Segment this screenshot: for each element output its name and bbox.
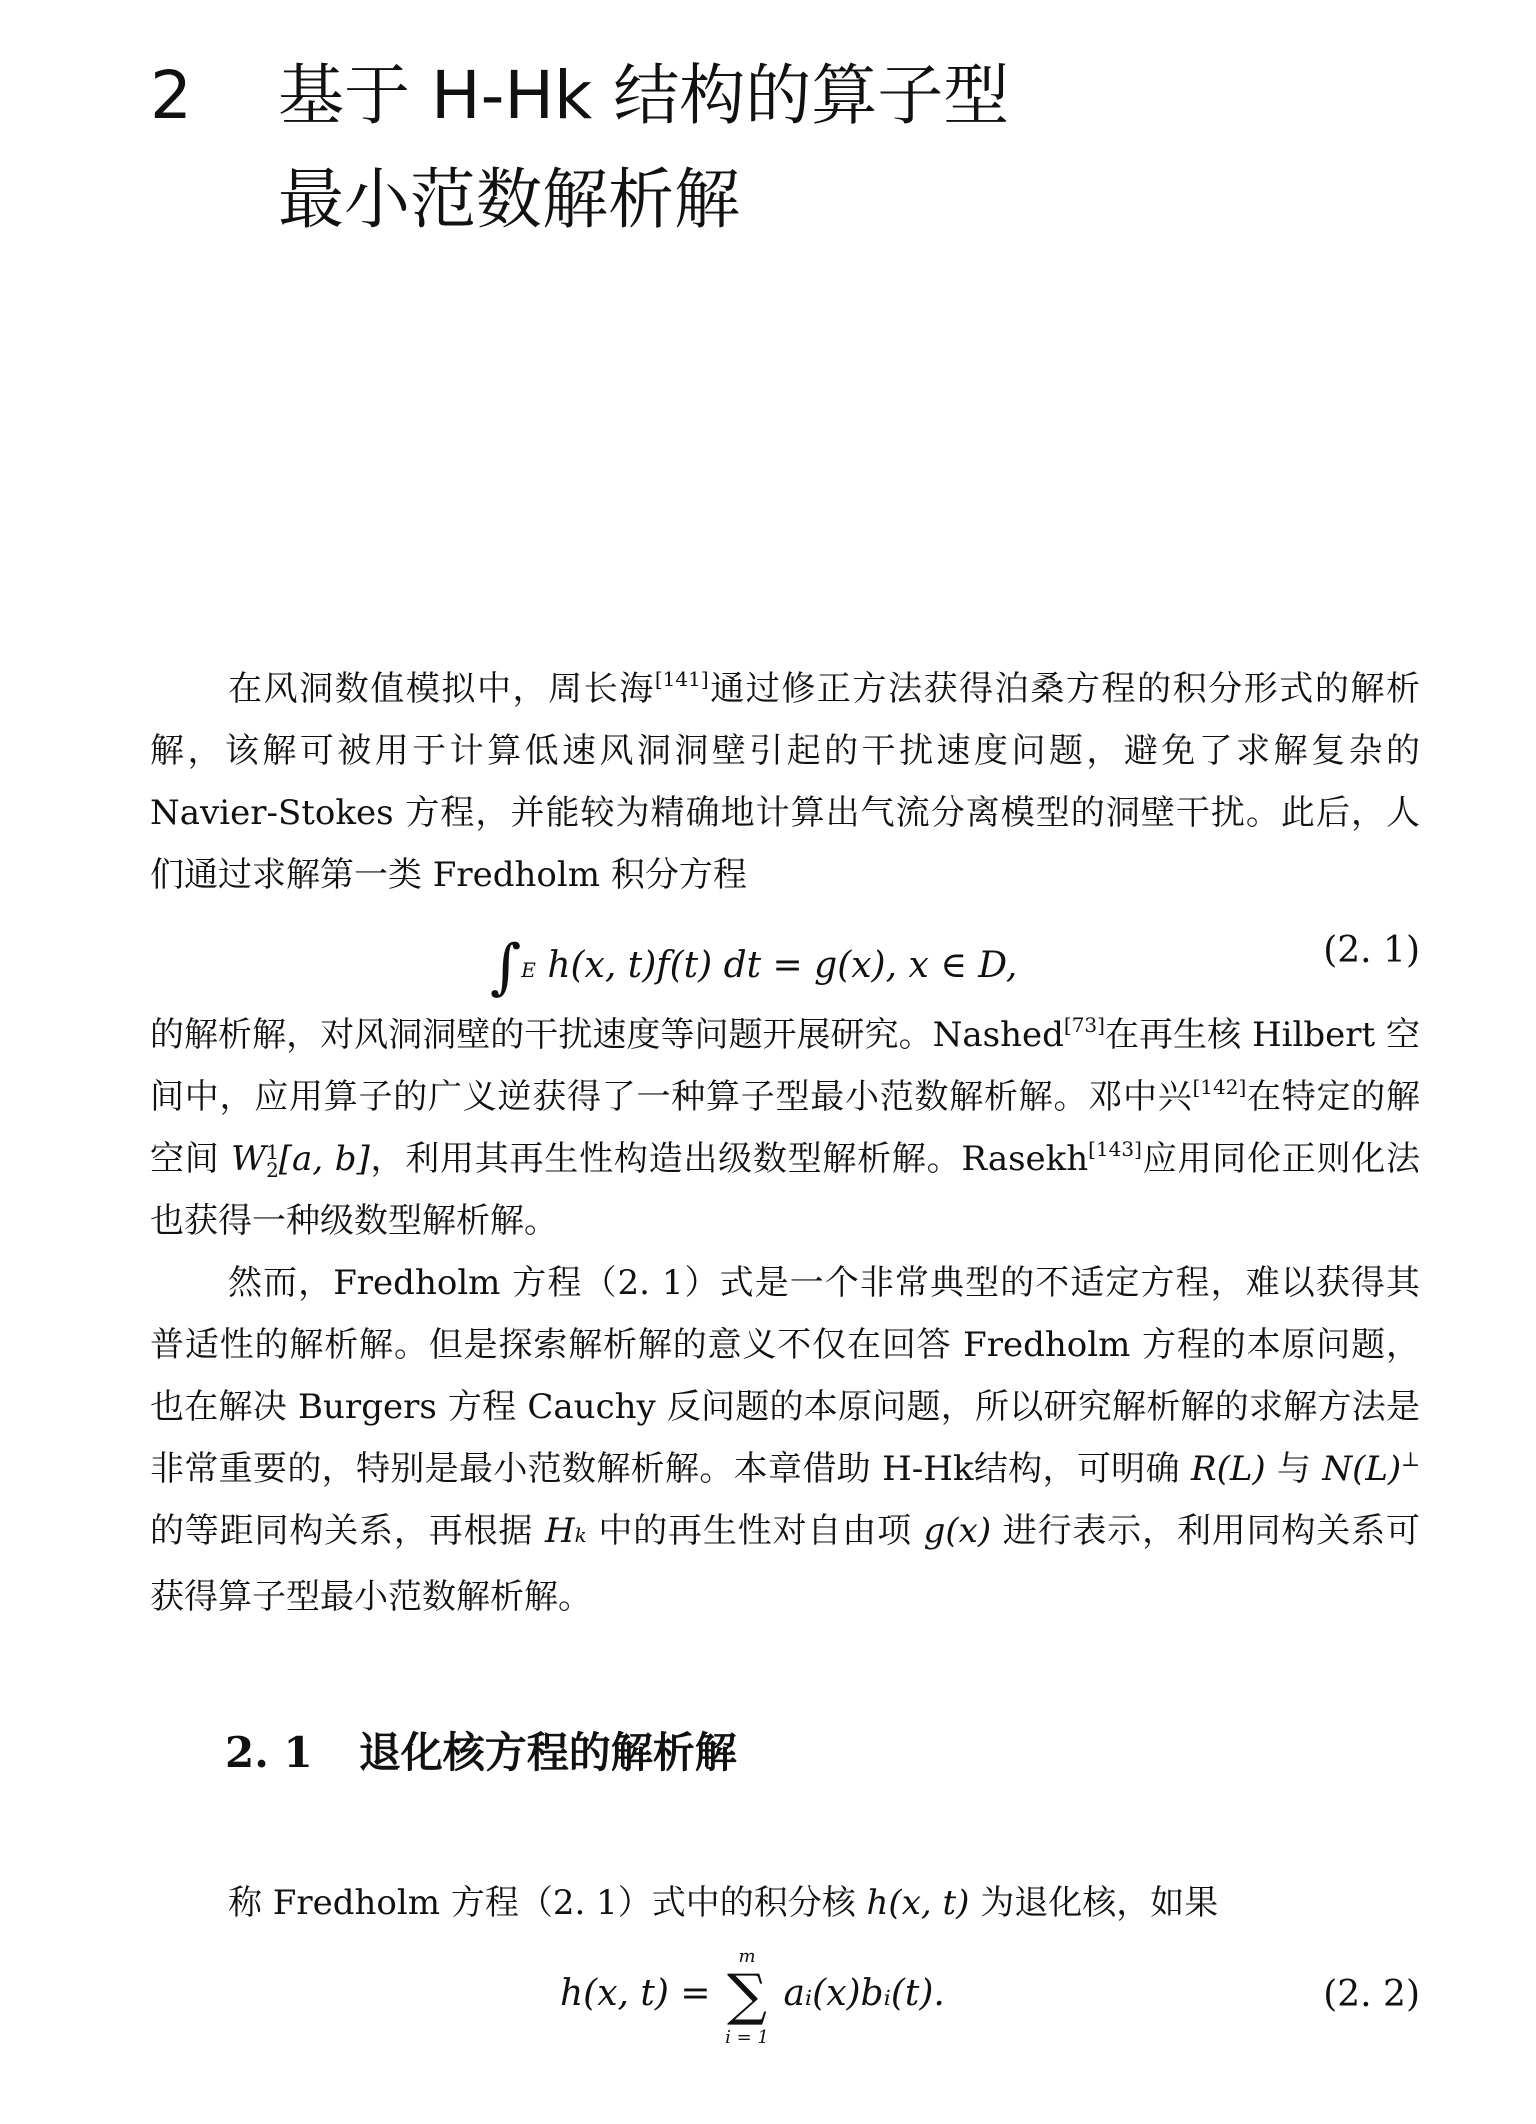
sum-upper-limit: m [738,1946,756,1967]
p3-text-c: 的等距同构关系，再根据 [150,1511,534,1551]
p2-text-e: 应用同伦正则化法也获得一种级数型解析解。 [150,1139,1421,1241]
citation-141[interactable]: [141] [654,667,709,691]
summation [722,1946,772,2048]
kernel-hxt: h(x, t) [866,1883,970,1923]
eq2-number: (2. 2) [1323,1974,1420,2015]
integral-domain: E [521,958,536,982]
section-title: 退化核方程的解析解 [358,1728,737,1777]
chapter-number: 2 [150,57,192,134]
p3-text-a: 然而，Fredholm 方程（2. 1）式是一个非常典型的不适定方程，难以获得其普适性的解析解。但是探索解析解的意义不仅在回答 Fredholm 方程的本原问题，也在解决 Burgers 方程 Cauchy 反问题的本原问题，所以研究解析解的求解方法是非常重要的，特别是最小范数解析解。本章借助 H-Hk结构，可明确 [150,1263,1420,1489]
eq2-rhs: aᵢ(x)bᵢ(t). [783,1973,945,2014]
chapter-title-line2: 最小范数解析解 [278,161,740,238]
p2-text-d: ，利用其再生性构造出级数型解析解。Rasekh [369,1139,1089,1179]
citation-143[interactable]: [143] [1088,1137,1142,1161]
integral-sign: ∫ [490,932,522,1002]
equation-2-1 [150,922,1420,1002]
paragraph-2 [150,1004,1420,1252]
eq2-lhs: h(x, t) = [560,1973,711,2014]
perp-symbol: ⊥ [1401,1447,1420,1471]
free-term-gx: g(x) [923,1511,992,1551]
citation-73[interactable]: [73] [1063,1013,1105,1037]
space-symbol: W [231,1139,267,1179]
p1-text-b: 通过修正方法获得泊桑方程的积分形式的解析解，该解可被用于计算低速风洞洞壁引起的干扰速度问题，避免了求解复杂的 Navier-Stokes 方程，并能较为精确地计算出气流分离模型的洞壁干扰。此后，人们通过求解第一类 Fredholm 积分方程 [150,669,1421,895]
space-interval: [a, b] [278,1139,370,1179]
null-space-NL: N(L) [1322,1449,1402,1489]
chapter-title-line1: 基于 H-Hk 结构的算子型 [278,57,1010,134]
sobolev-space [231,1139,370,1182]
p2-text-c: 在特定的解空间 [150,1077,1421,1179]
equation-2-2 [150,1946,1420,2060]
section-heading-2-1 [225,1720,737,1780]
p3-text-e: 进行表示，利用同构关系可获得算子型最小范数解析解。 [150,1511,1421,1617]
paragraph-4 [150,1872,1420,1934]
sum-lower-limit: i = 1 [725,2027,769,2048]
p2-text-a: 的解析解，对风洞洞壁的干扰速度等问题开展研究。Nashed [150,1015,1064,1055]
space-subscript: 2 [266,1158,279,1182]
Hk-subscript: k [574,1523,587,1547]
eq1-number: (2. 1) [1323,930,1420,971]
eq2-body [560,1946,945,2048]
range-RL: R(L) [1190,1449,1266,1489]
p2-text-b: 在再生核 Hilbert 空间中，应用算子的广义逆获得了一种算子型最小范数解析解。邓中兴 [150,1015,1420,1117]
sum-sign: ∑ [727,1963,767,2028]
p3-text-b: 与 [1276,1449,1312,1489]
p3-text-d: 中的再生性对自由项 [598,1511,912,1551]
Hk-symbol: H [544,1511,575,1551]
space-Hk [545,1511,587,1551]
paragraph-1 [150,658,1420,906]
section-number: 2. 1 [225,1728,313,1777]
eq1-body [490,922,1018,1002]
citation-142[interactable]: [142] [1192,1075,1247,1099]
p4-text-b: 为退化核，如果 [980,1883,1219,1923]
p4-text-a: 称 Fredholm 方程（2. 1）式中的积分核 [228,1883,856,1923]
paragraph-3 [150,1252,1420,1628]
space-superscript: 1 [266,1140,279,1164]
p1-text-a: 在风洞数值模拟中，周长海 [228,669,655,709]
eq1-expression: h(x, t)f(t) dt = g(x), x ∈ D, [547,945,1018,986]
